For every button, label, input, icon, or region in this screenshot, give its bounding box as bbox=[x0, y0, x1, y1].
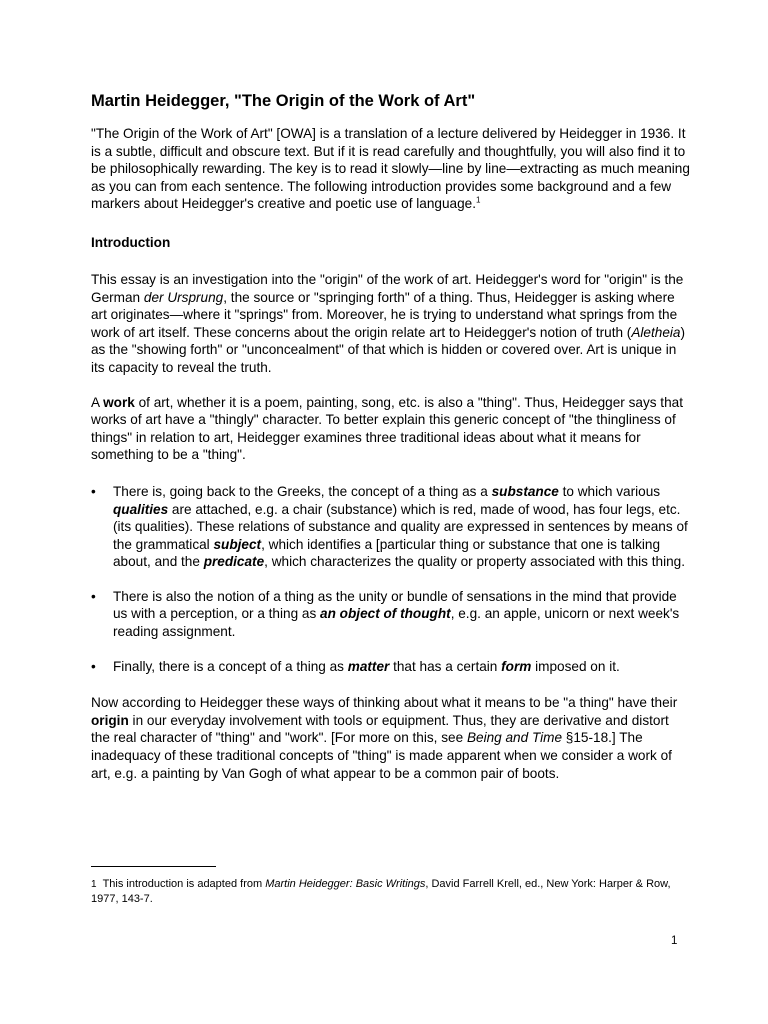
bold-term: work bbox=[103, 394, 135, 410]
intro-text: "The Origin of the Work of Art" [OWA] is a translation of a lecture delivered by Heidegger in 1936. It is a subtle, difficult and obscure text. But if it is read carefully and thoughtfully, you will also find it to be philosophically rewarding. The key is to read it slowly—line by line—extracting as much meaning as you can from each sentence. The following introduction provides some background and a few markers about Heidegger's creative and poetic use of language. bbox=[91, 126, 690, 212]
text-run: Now according to Heidegger these ways of thinking about what it means to be "a thing" have their bbox=[91, 695, 678, 711]
text-run: are attached, e.g. a chair (substance) which is red, made of wood, has four legs, etc. (its qualities). These relations of substance and quality are expressed in sentences by means of the grammatical bbox=[113, 501, 688, 552]
text-run: , e.g. an apple, unicorn or next week's reading assignment. bbox=[113, 606, 680, 640]
text-run: imposed on it. bbox=[531, 658, 620, 674]
text-run: , the source or "springing forth" of a thing. Thus, Heidegger is asking where art originates—where it "springs" from. Moreover, he is trying to understand what springs from the work of art itself. These concerns about the origin relate art to Heidegger's notion of truth ( bbox=[91, 289, 678, 340]
text-run: , David Farrell Krell, ed., New York: Harper & Row, 1977, 143-7. bbox=[91, 878, 671, 905]
text-run: Finally, there is a concept of a thing as bbox=[113, 658, 348, 674]
thing-concepts-list bbox=[91, 483, 691, 675]
footnote-divider bbox=[91, 866, 216, 867]
bold-italic-term: predicate bbox=[203, 554, 265, 570]
text-run: that has a certain bbox=[389, 658, 502, 674]
list-item bbox=[91, 483, 691, 571]
bullet-icon: • bbox=[91, 658, 96, 674]
bold-italic-term: subject bbox=[213, 536, 262, 552]
footnote-mark: 1 bbox=[91, 879, 97, 890]
text-run: , which characterizes the quality or property associated with this thing. bbox=[264, 554, 686, 570]
bullet-icon: • bbox=[91, 588, 96, 604]
text-run: to which various bbox=[558, 483, 661, 499]
bold-italic-term: matter bbox=[347, 658, 390, 674]
bold-term: origin bbox=[91, 712, 129, 728]
footnote bbox=[91, 877, 691, 907]
italic-term: Aletheia bbox=[631, 324, 681, 340]
bold-italic-term: form bbox=[501, 658, 532, 674]
list-item bbox=[91, 658, 691, 676]
italic-term: der Ursprung bbox=[143, 289, 224, 305]
text-run: in our everyday involvement with tools or equipment. Thus, they are derivative and distort the real character of "thing" and "work". [For more on this, see bbox=[91, 712, 669, 746]
text-run: §15-18.] The inadequacy of these traditional concepts of "thing" is made apparent when we consider a work of art, e.g. a painting by Van Gogh of what appear to be a common pair of boots. bbox=[91, 730, 672, 781]
text-run: There is, going back to the Greeks, the concept of a thing as a bbox=[113, 483, 492, 499]
text-run: This essay is an investigation into the "origin" of the work of art. Heidegger's word for "origin" is the German bbox=[91, 271, 684, 305]
text-run: ) as the "showing forth" or "unconcealment" of that which is hidden or covered over. Art is unique in its capacity to reveal the truth. bbox=[91, 324, 685, 375]
text-run: This introduction is adapted from bbox=[102, 878, 266, 890]
text-run: of art, whether it is a poem, painting, song, etc. is also a "thing". Thus, Heidegger says that works of art have a "thingly" character. To better explain this generic concept of "the thingliness of things" in relation to art, Heidegger examines three traditional ideas about what it means for something to be a "thing". bbox=[91, 394, 683, 463]
paragraph-thing bbox=[91, 394, 691, 464]
section-heading: Introduction bbox=[91, 234, 171, 250]
text-run: , which identifies a [particular thing or substance that one is talking about, and the bbox=[113, 536, 661, 570]
page-number: 1 bbox=[671, 935, 678, 947]
intro-paragraph bbox=[91, 125, 691, 213]
bold-italic-term: qualities bbox=[113, 501, 169, 517]
bold-italic-term: substance bbox=[491, 483, 559, 499]
bullet-icon: • bbox=[91, 483, 96, 499]
italic-term: Martin Heidegger: Basic Writings bbox=[265, 878, 426, 890]
page-body bbox=[91, 90, 691, 782]
paragraph-equipment bbox=[91, 694, 691, 782]
text-run: There is also the notion of a thing as the unity or bundle of sensations in the mind that provide us with a perception, or a thing as bbox=[113, 588, 677, 622]
footnote-reference[interactable]: 1 bbox=[475, 195, 481, 205]
text-run: A bbox=[91, 394, 104, 410]
document-title: Martin Heidegger, "The Origin of the Work of Art" bbox=[91, 92, 476, 110]
bold-italic-term: an object of thought bbox=[320, 606, 451, 622]
paragraph-origin bbox=[91, 271, 691, 377]
list-item bbox=[91, 588, 691, 641]
italic-term: Being and Time bbox=[466, 730, 563, 746]
